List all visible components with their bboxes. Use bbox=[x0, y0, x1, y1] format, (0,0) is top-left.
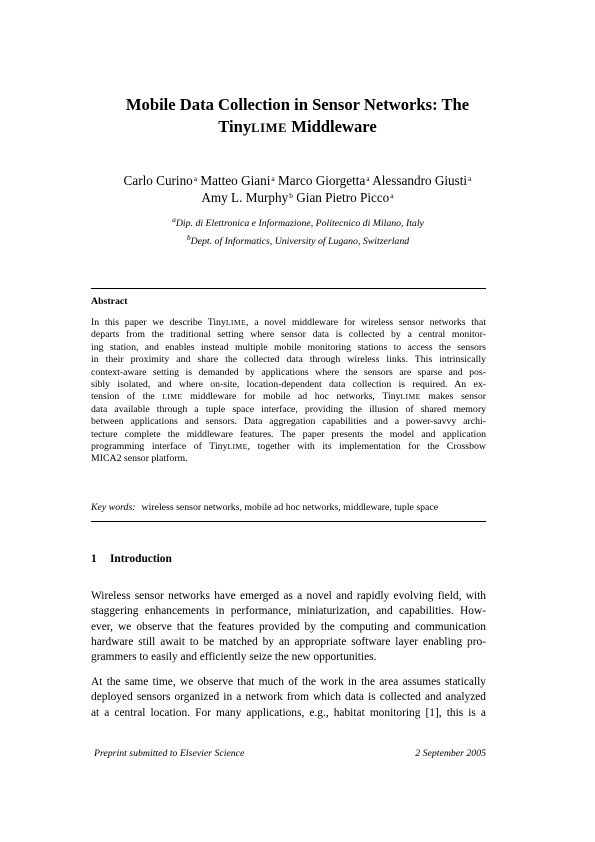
abstract-line: tension of the LIME middleware for mobile ad hoc networks, TinyLIME makes sensor bbox=[91, 391, 486, 403]
abstract-line: context-aware setting is demanded by applications where the sensors are sparse and pos- bbox=[91, 366, 486, 378]
abstract-line: In this paper we describe TinyLIME, a novel middleware for wireless sensor networks that bbox=[91, 317, 486, 328]
footer-preprint-note: Preprint submitted to Elsevier Science bbox=[94, 748, 245, 759]
paper-title-line-2 bbox=[60, 119, 535, 136]
keywords-text: wireless sensor networks, mobile ad hoc networks, middleware, tuple space bbox=[141, 502, 439, 513]
author: Gian Pietro Picco$^a$ bbox=[296, 190, 394, 205]
keywords bbox=[91, 502, 438, 513]
abstract-top-rule bbox=[91, 288, 486, 289]
abstract-line: MICA2 sensor platform. bbox=[91, 453, 188, 465]
abstract-body bbox=[91, 317, 486, 466]
section-heading-introduction bbox=[91, 553, 172, 565]
author: Amy L. Murphy$^b$ bbox=[201, 190, 293, 205]
abstract-line: between applications and sensors. Data aggregation capabilities and a power-savvy archi- bbox=[91, 416, 486, 428]
section-title: Introduction bbox=[110, 553, 172, 565]
affiliation-b: $^b$Dept. of Informatics, University of Lugano, Switzerland bbox=[186, 233, 410, 247]
affiliation-a: $^a$Dip. di Elettronica e Informazione, Politecnico di Milano, Italy bbox=[172, 215, 424, 229]
abstract-line: programming interface of TinyLIME, together with its implementation for the Crossbow bbox=[91, 440, 486, 452]
abstract-heading: Abstract bbox=[91, 296, 128, 307]
paragraph-line: deployed sensors organized in a network from which data is collected and analyzed bbox=[91, 691, 486, 704]
section-number: 1 bbox=[91, 553, 97, 565]
paragraph-line: at a central location. For many applications, e.g., habitat monitoring [1], this is a bbox=[91, 706, 486, 719]
author-line-2 bbox=[60, 191, 535, 204]
abstract-line: sibly isolated, and where on-site, location-dependent data collection is required. An ex- bbox=[91, 378, 486, 390]
title-word-middleware: Middleware bbox=[287, 117, 377, 136]
abstract-line: tecture complete the middleware features. The paper presents the model and application bbox=[91, 428, 486, 440]
abstract-line: in their proximity and share the collected data through wireless links. This intrinsically bbox=[91, 354, 486, 366]
paragraph-line: hardware still await to be matched by an appropriate software layer enabling pro- bbox=[91, 635, 486, 648]
paragraph-line: grammers to easily and efficiently seize the new opportunities. bbox=[91, 651, 377, 664]
author: Alessandro Giusti$^a$ bbox=[372, 173, 472, 188]
author-line-1 bbox=[60, 174, 535, 187]
paragraph-line: At the same time, we observe that much of the work in the area assumes statically bbox=[91, 676, 486, 688]
author: Carlo Curino$^a$ bbox=[123, 173, 198, 188]
abstract-bottom-rule bbox=[91, 521, 486, 522]
author: Marco Giorgetta$^a$ bbox=[278, 173, 370, 188]
footer-date: 2 September 2005 bbox=[415, 748, 486, 759]
abstract-line: ing station, and enables instead multiple mobile monitoring stations to access the sensors bbox=[91, 341, 486, 353]
paragraph-line: staggering enhancements in performance, miniaturization, and capabilities. How- bbox=[91, 605, 486, 618]
abstract-line: data available through a tuple space interface, providing the illusion of shared memory bbox=[91, 403, 486, 415]
title-word-tiny: Tiny bbox=[218, 117, 252, 136]
intro-paragraph-1 bbox=[91, 589, 486, 665]
author: Matteo Giani$^a$ bbox=[200, 173, 275, 188]
paper-title-line-1: Mobile Data Collection in Sensor Networks: The bbox=[125, 95, 470, 114]
paragraph-line: Wireless sensor networks have emerged as a novel and rapidly evolving field, with bbox=[91, 590, 486, 602]
abstract-line: departs from the traditional setting where sensor data is collected by a central monitor- bbox=[91, 329, 486, 341]
keywords-label: Key words: bbox=[91, 502, 136, 513]
title-smallcaps-lime: LIME bbox=[251, 121, 288, 135]
intro-paragraph-2 bbox=[91, 675, 486, 721]
paragraph-line: ever, we observe that the features provided by the computing and communication bbox=[91, 620, 486, 633]
